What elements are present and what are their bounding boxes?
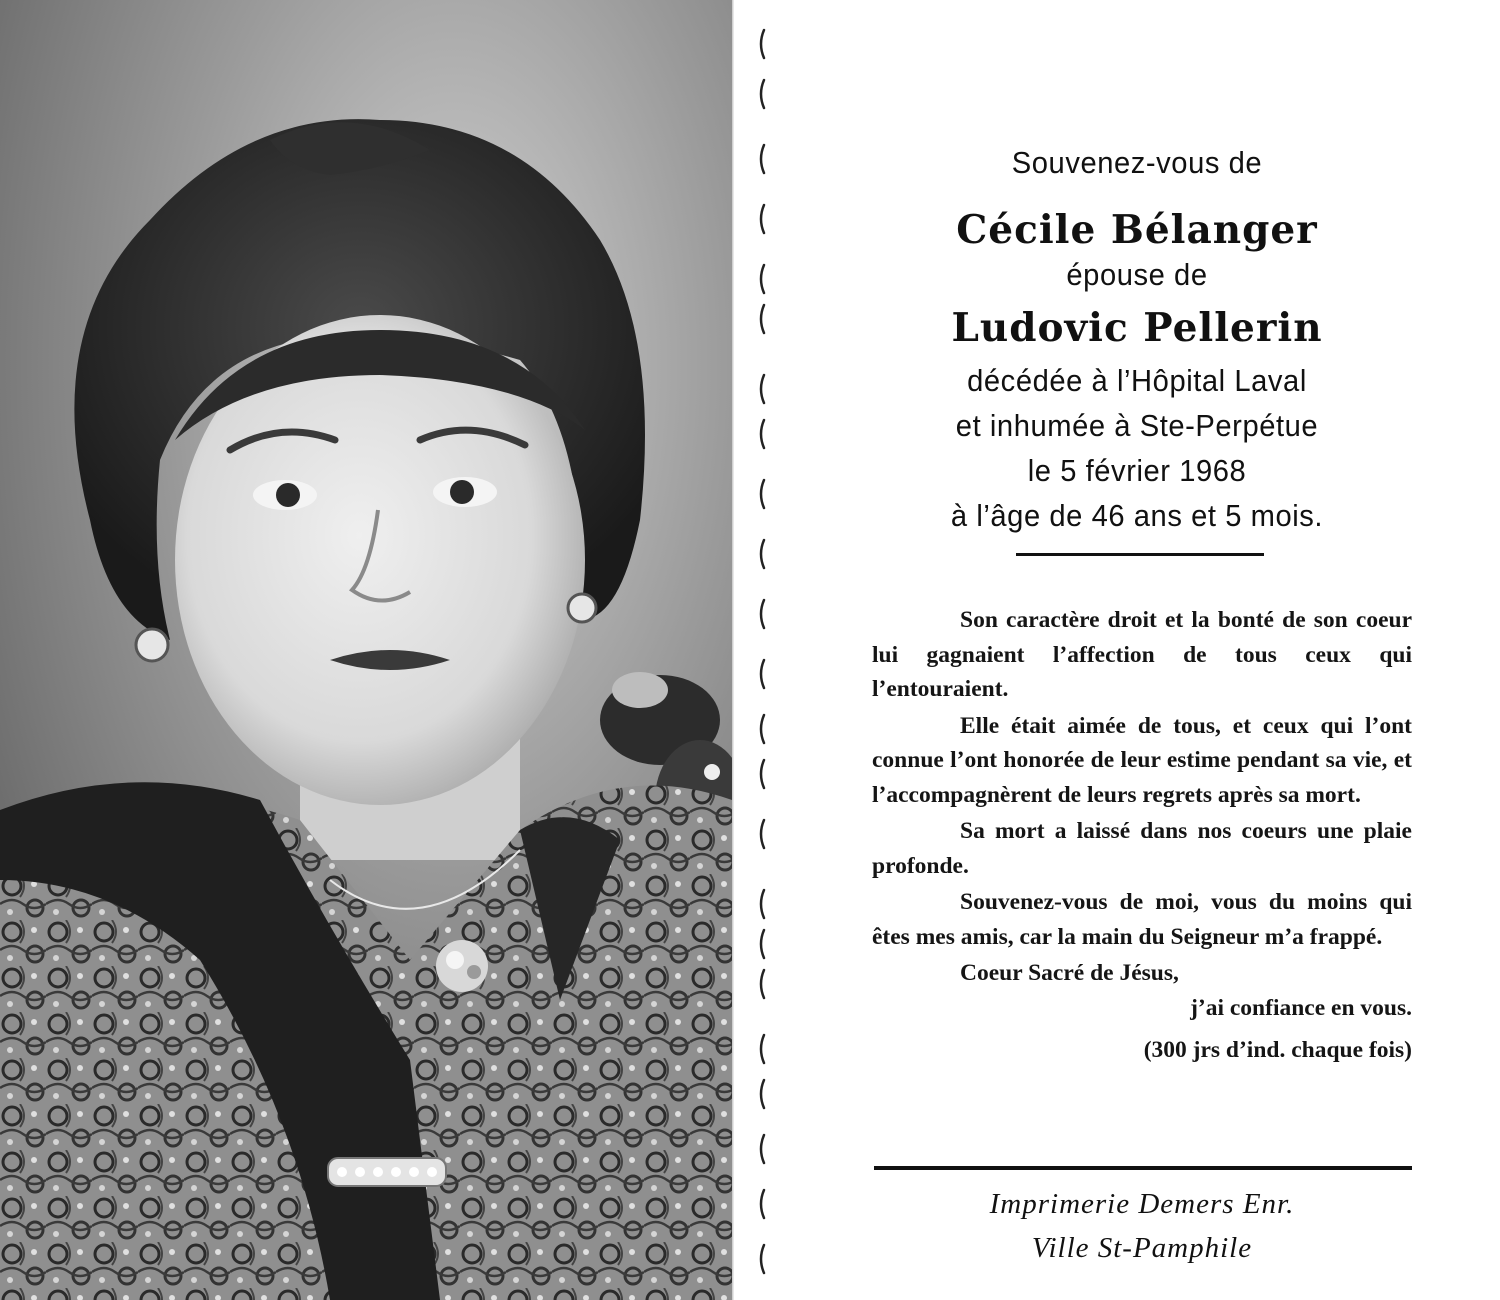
printer-name: Imprimerie Demers Enr. xyxy=(989,1188,1295,1220)
eulogy-paragraph-4: Souvenez-vous de moi, vous du moins qui êtes mes amis, car la main du Seigneur m’a frappé. xyxy=(872,889,1412,950)
eulogy-text xyxy=(872,603,1412,1068)
printer-city: Ville St-Pamphile xyxy=(1031,1232,1253,1264)
indulgence-note: (300 jrs d’ind. chaque fois) xyxy=(1143,1037,1412,1063)
eulogy-paragraph-2: Elle était aimée de tous, et ceux qui l’ont connue l’ont honorée de leur estime pendant sa vie, et l’accompagnèrent de leurs regrets après sa mort. xyxy=(872,712,1412,808)
spouse-intro: épouse de xyxy=(1066,257,1208,292)
portrait-illustration xyxy=(0,0,732,1300)
divider-long xyxy=(874,1166,1412,1170)
heading-block xyxy=(892,140,1382,185)
prayer-line-2: j’ai confiance en vous. xyxy=(1190,994,1412,1021)
spouse-intro-block xyxy=(892,252,1382,297)
deckle-edge xyxy=(732,0,772,1300)
earring-right xyxy=(568,594,596,622)
deckle-edge-drawing xyxy=(732,0,772,1300)
burial-place: et inhumée à Ste-Perpétue xyxy=(955,408,1319,443)
death-place: décédée à l’Hôpital Laval xyxy=(967,363,1307,398)
pearl-clasp xyxy=(328,1158,446,1186)
deceased-name-block xyxy=(892,204,1382,256)
death-date: le 5 février 1968 xyxy=(1027,453,1247,488)
memorial-text-card xyxy=(772,0,1500,1300)
eulogy-paragraph-1: Son caractère droit et la bonté de son coeur lui gagnaient l’affection de tous ceux qui l’entouraient. xyxy=(872,607,1412,702)
eulogy-paragraph-3: Sa mort a laissé dans nos coeurs une plaie profonde. xyxy=(872,818,1412,879)
prayer-line-1: Coeur Sacré de Jésus, xyxy=(960,960,1179,986)
details-block xyxy=(892,358,1382,538)
earring-left xyxy=(136,629,168,661)
printer-credit xyxy=(872,1182,1412,1270)
spouse-name-block xyxy=(892,302,1382,354)
deceased-name: Cécile Bélanger xyxy=(956,207,1318,253)
portrait-photo xyxy=(0,0,732,1300)
intro-line: Souvenez-vous de xyxy=(1011,145,1263,180)
divider-short xyxy=(1016,553,1264,556)
spouse-name: Ludovic Pellerin xyxy=(951,305,1323,351)
brooch xyxy=(436,940,488,992)
age-at-death: à l’âge de 46 ans et 5 mois. xyxy=(950,498,1324,533)
